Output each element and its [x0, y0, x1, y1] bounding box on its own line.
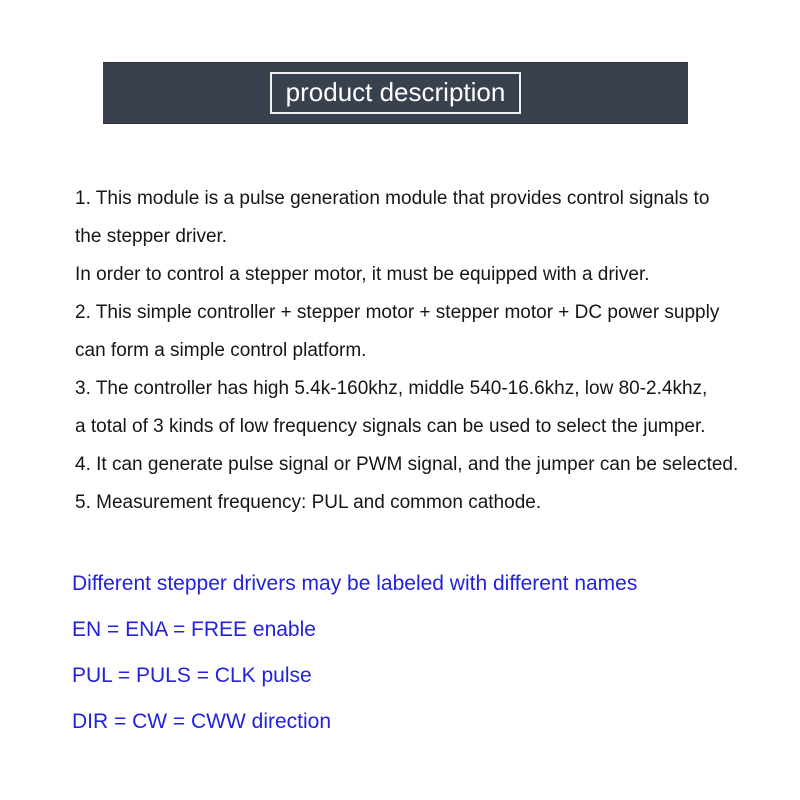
page-title: product description	[285, 77, 506, 107]
description-text-block	[75, 180, 738, 522]
description-line-3: In order to control a stepper motor, it must be equipped with a driver.	[75, 264, 650, 285]
description-line-8: 4. It can generate pulse signal or PWM signal, and the jumper can be selected.	[75, 454, 739, 475]
description-line-6: 3. The controller has high 5.4k-160khz, middle 540-16.6khz, low 80-2.4khz,	[75, 378, 708, 399]
note-pulse-line: PUL = PULS = CLK pulse	[72, 664, 312, 687]
description-line-5: can form a simple control platform.	[75, 340, 367, 361]
description-line-4: 2. This simple controller + stepper motor + stepper motor + DC power supply	[75, 302, 720, 323]
note-direction-line: DIR = CW = CWW direction	[72, 710, 332, 733]
header-bar	[103, 62, 688, 124]
description-line-9: 5. Measurement frequency: PUL and common cathode.	[75, 492, 542, 513]
description-line-2: the stepper driver.	[75, 226, 228, 247]
description-line-1: 1. This module is a pulse generation module that provides control signals to	[75, 188, 710, 209]
description-line-7: a total of 3 kinds of low frequency signals can be used to select the jumper.	[75, 416, 706, 437]
header-title-box	[270, 72, 522, 114]
notes-heading: Different stepper drivers may be labeled with different names	[72, 572, 638, 595]
note-enable-line: EN = ENA = FREE enable	[72, 618, 316, 641]
driver-label-notes-block	[72, 561, 637, 745]
